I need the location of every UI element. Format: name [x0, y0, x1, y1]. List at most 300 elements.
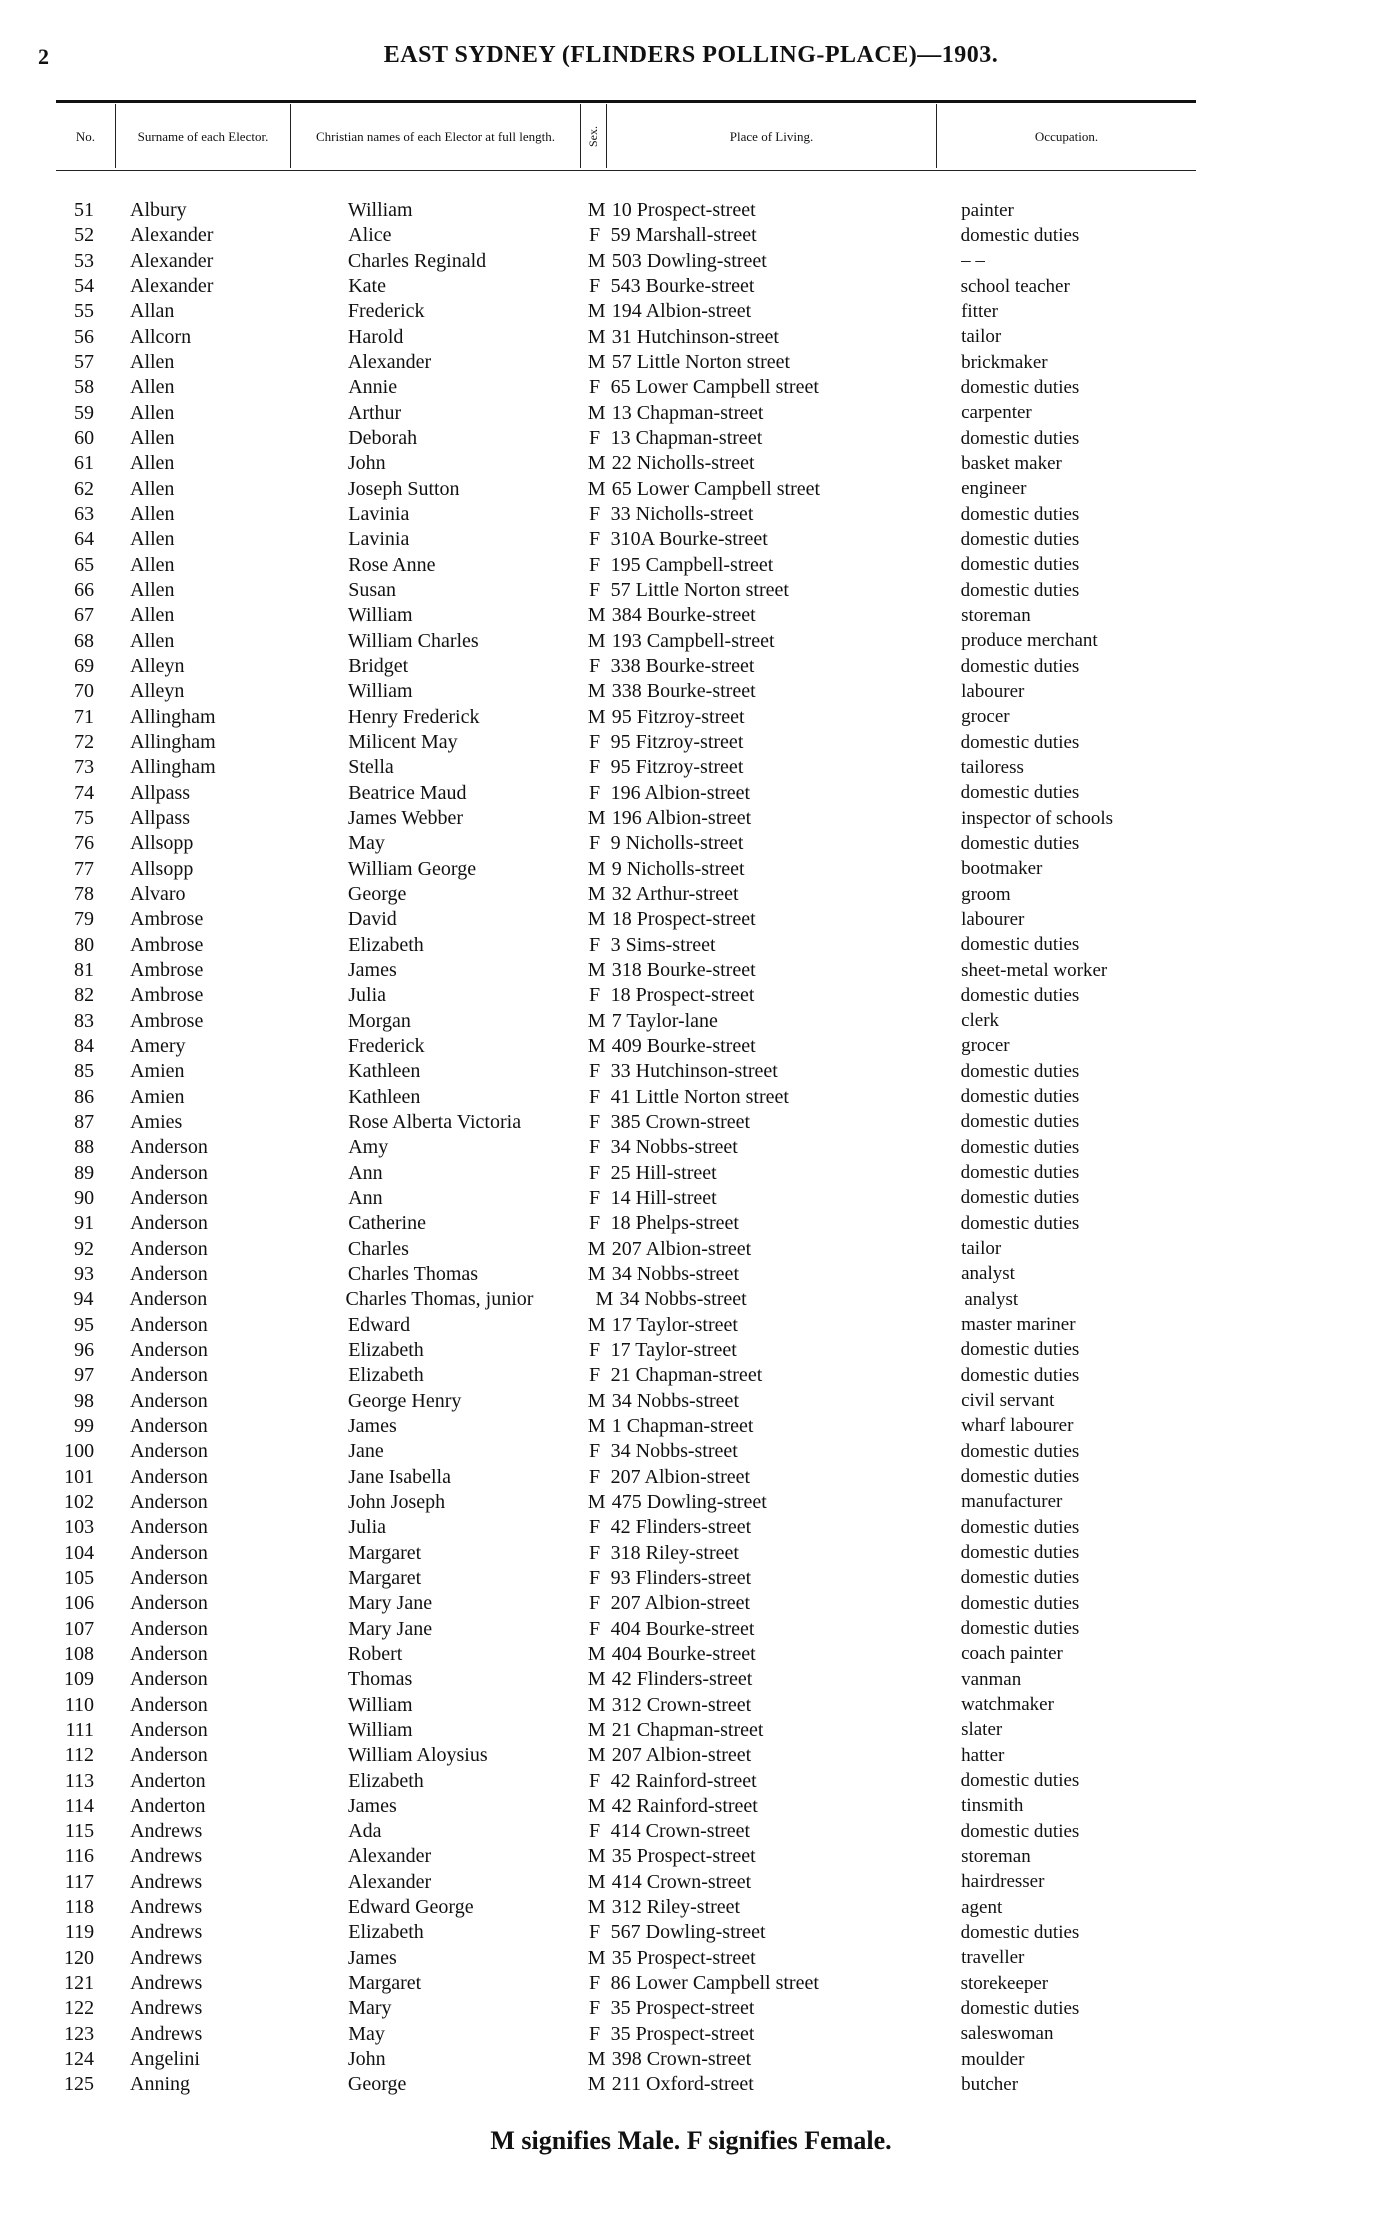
elector-sex: F: [589, 756, 601, 779]
elector-surname: Andrews: [130, 1870, 203, 1893]
elector-christian-names: James: [347, 1794, 397, 1817]
table-row: [56, 223, 1196, 248]
elector-place-of-living: 398 Crown-street: [611, 2048, 752, 2071]
elector-number: 99: [74, 1414, 94, 1437]
elector-sex: F: [589, 1617, 601, 1640]
table-row: [56, 1743, 1196, 1768]
elector-occupation: master mariner: [961, 1314, 1076, 1336]
elector-christian-names: Julia: [348, 1516, 387, 1539]
elector-occupation: domestic duties: [960, 1364, 1080, 1386]
elector-christian-names: Arthur: [347, 401, 402, 424]
elector-sex: M: [587, 325, 606, 348]
elector-occupation: watchmaker: [961, 1694, 1054, 1716]
table-row: [56, 1692, 1196, 1717]
elector-occupation: domestic duties: [960, 731, 1080, 753]
elector-number: 124: [64, 2048, 94, 2071]
table-row: [56, 1667, 1196, 1692]
elector-christian-names: James: [347, 1946, 397, 1969]
elector-sex: F: [589, 1769, 601, 1792]
elector-place-of-living: 21 Chapman-street: [610, 1364, 763, 1387]
elector-place-of-living: 7 Taylor-lane: [611, 1009, 718, 1032]
elector-christian-names: May: [348, 832, 385, 855]
elector-surname: Allan: [130, 300, 175, 323]
elector-occupation: domestic duties: [960, 832, 1080, 854]
elector-christian-names: James: [347, 959, 397, 981]
column-header-surname: Surname of each Elector.: [116, 104, 291, 168]
elector-occupation: tailor: [961, 326, 1002, 348]
elector-surname: Anderson: [130, 1566, 208, 1589]
elector-surname: Allen: [130, 477, 175, 500]
table-row: [56, 1566, 1196, 1591]
elector-occupation: school teacher: [960, 275, 1070, 297]
elector-number: 94: [73, 1288, 94, 1311]
table-row: [56, 2022, 1196, 2047]
elector-surname: Anderson: [129, 1288, 208, 1311]
elector-occupation: traveller: [961, 1947, 1025, 1969]
elector-christian-names: Alice: [348, 224, 392, 247]
elector-occupation: storeman: [961, 604, 1031, 626]
elector-surname: Allsopp: [130, 857, 194, 880]
table-row: [56, 299, 1196, 324]
elector-sex: F: [589, 376, 601, 399]
elector-sex: F: [589, 427, 601, 450]
elector-number: 123: [64, 2022, 95, 2045]
elector-place-of-living: 1 Chapman-street: [611, 1414, 754, 1437]
elector-number: 77: [74, 857, 94, 880]
table-row: [56, 578, 1196, 603]
elector-christian-names: May: [348, 2022, 385, 2045]
elector-surname: Allcorn: [130, 325, 192, 348]
elector-surname: Alleyn: [130, 680, 185, 703]
elector-surname: Andrews: [130, 1896, 203, 1919]
elector-occupation: sheet-metal worker: [961, 959, 1108, 981]
elector-occupation: domestic duties: [960, 1820, 1080, 1842]
elector-occupation: wharf labourer: [961, 1415, 1074, 1437]
elector-sex: F: [589, 1085, 601, 1108]
elector-number: 55: [74, 300, 94, 323]
elector-sex: M: [587, 452, 606, 475]
elector-place-of-living: 338 Bourke-street: [611, 680, 756, 703]
elector-occupation: analyst: [964, 1288, 1019, 1310]
elector-occupation: painter: [961, 199, 1014, 221]
elector-occupation: domestic duties: [960, 1542, 1080, 1564]
elector-occupation: domestic duties: [960, 1162, 1080, 1184]
elector-sex: F: [589, 655, 601, 678]
table-row: [56, 1464, 1196, 1489]
elector-christian-names: Elizabeth: [348, 1921, 424, 1944]
elector-christian-names: George: [347, 883, 407, 906]
table-row: [56, 654, 1196, 679]
elector-number: 81: [74, 959, 94, 981]
elector-occupation: domestic duties: [960, 1592, 1080, 1614]
table-row: [56, 553, 1196, 578]
elector-christian-names: Ada: [348, 1820, 382, 1843]
elector-christian-names: Jane Isabella: [348, 1465, 451, 1488]
elector-occupation: labourer: [961, 908, 1025, 930]
elector-surname: Allen: [130, 427, 175, 450]
elector-occupation: domestic duties: [960, 1466, 1080, 1488]
elector-surname: Anderson: [130, 1718, 208, 1741]
table-row: [56, 806, 1196, 831]
elector-christian-names: Julia: [348, 984, 387, 1007]
elector-surname: Anderson: [130, 1642, 208, 1665]
elector-surname: Allen: [130, 528, 175, 551]
elector-occupation: storeman: [961, 1845, 1031, 1867]
elector-christian-names: Amy: [348, 1136, 389, 1159]
elector-surname: Allingham: [130, 705, 216, 728]
elector-occupation: domestic duties: [960, 427, 1080, 449]
elector-christian-names: Rose Alberta Victoria: [348, 1110, 522, 1133]
elector-occupation: domestic duties: [960, 1567, 1080, 1589]
elector-number: 107: [64, 1617, 95, 1640]
table-row: [56, 527, 1196, 552]
elector-christian-names: Lavinia: [348, 528, 410, 551]
table-row: [56, 1059, 1196, 1084]
elector-sex: F: [589, 1592, 601, 1615]
elector-occupation: manufacturer: [961, 1491, 1063, 1513]
elector-christian-names: William: [347, 1693, 413, 1716]
elector-sex: M: [587, 1414, 606, 1437]
elector-occupation: bootmaker: [961, 858, 1043, 880]
elector-number: 70: [74, 680, 94, 703]
elector-occupation: domestic duties: [960, 528, 1080, 550]
table-row: [56, 1591, 1196, 1616]
table-row: [56, 1819, 1196, 1844]
elector-surname: Alexander: [130, 275, 214, 298]
elector-christian-names: Joseph Sutton: [347, 477, 460, 500]
elector-christian-names: George Henry: [347, 1389, 462, 1412]
elector-occupation: – –: [961, 250, 985, 272]
elector-sex: F: [589, 933, 601, 956]
elector-sex: F: [589, 1820, 601, 1843]
elector-sex: F: [589, 1921, 601, 1944]
elector-occupation: domestic duties: [960, 1111, 1080, 1133]
footer-note: M signifies Male. F signifies Female.: [490, 2126, 892, 2155]
elector-occupation: domestic duties: [960, 1212, 1080, 1234]
elector-sex: M: [587, 2048, 606, 2071]
elector-christian-names: Frederick: [347, 300, 425, 323]
elector-number: 113: [64, 1769, 95, 1792]
elector-sex: F: [589, 1566, 601, 1589]
table-row: [56, 1262, 1196, 1287]
table-row: [56, 1135, 1196, 1160]
elector-surname: Allpass: [130, 781, 191, 804]
elector-occupation: domestic duties: [960, 224, 1080, 246]
elector-occupation: domestic duties: [960, 376, 1080, 398]
elector-number: 97: [74, 1364, 95, 1387]
elector-occupation: domestic duties: [960, 1060, 1080, 1082]
elector-number: 117: [64, 1870, 94, 1893]
elector-place-of-living: 475 Dowling-street: [611, 1490, 767, 1513]
elector-sex: F: [589, 1212, 601, 1235]
table-row: [56, 603, 1196, 628]
elector-place-of-living: 207 Albion-street: [611, 1237, 752, 1260]
elector-christian-names: Ann: [348, 1186, 383, 1209]
elector-place-of-living: 95 Fitzroy-street: [610, 756, 744, 779]
elector-surname: Anderson: [130, 1338, 208, 1361]
elector-christian-names: Annie: [348, 376, 398, 399]
elector-number: 90: [74, 1186, 95, 1209]
elector-sex: M: [587, 351, 606, 374]
elector-christian-names: James: [347, 1414, 397, 1437]
elector-christian-names: Milicent May: [348, 731, 458, 754]
table-row: [56, 198, 1196, 223]
elector-surname: Anderson: [130, 1389, 208, 1412]
elector-occupation: domestic duties: [960, 1921, 1080, 1943]
elector-surname: Allen: [130, 553, 175, 576]
elector-christian-names: William: [347, 680, 413, 703]
elector-occupation: domestic duties: [960, 554, 1080, 576]
elector-surname: Anderson: [130, 1744, 208, 1767]
elector-surname: Andrews: [130, 1845, 203, 1868]
elector-surname: Amies: [130, 1110, 183, 1133]
elector-sex: M: [587, 959, 606, 981]
elector-surname: Allen: [130, 579, 175, 602]
table-row: [56, 983, 1196, 1008]
elector-surname: Ambrose: [130, 959, 204, 981]
elector-christian-names: Charles Reginald: [347, 249, 487, 272]
elector-occupation: carpenter: [961, 402, 1032, 424]
elector-number: 119: [64, 1921, 95, 1944]
table-row: [56, 679, 1196, 704]
table-row: [56, 857, 1196, 882]
table-row: [56, 1616, 1196, 1641]
elector-sex: F: [589, 2022, 601, 2045]
elector-christian-names: William Charles: [347, 629, 479, 652]
elector-surname: Anderson: [130, 1237, 208, 1260]
elector-number: 120: [64, 1946, 94, 1969]
elector-number: 51: [74, 199, 94, 222]
elector-number: 56: [74, 325, 94, 348]
elector-christian-names: Charles Thomas, junior: [345, 1288, 534, 1311]
elector-sex: F: [589, 528, 601, 551]
elector-surname: Anderson: [130, 1186, 208, 1209]
elector-surname: Anderson: [130, 1161, 208, 1184]
elector-place-of-living: 35 Prospect-street: [610, 1997, 755, 2020]
elector-surname: Angelini: [130, 2048, 200, 2071]
elector-occupation: clerk: [961, 1010, 1000, 1032]
elector-number: 89: [74, 1161, 95, 1184]
elector-surname: Allen: [130, 376, 175, 399]
elector-christian-names: Lavinia: [348, 503, 410, 526]
elector-place-of-living: 42 Rainford-street: [610, 1769, 757, 1792]
elector-sex: M: [587, 477, 606, 500]
elector-christian-names: Robert: [347, 1642, 403, 1665]
elector-christian-names: Mary Jane: [348, 1617, 433, 1640]
table-row: [56, 1160, 1196, 1185]
page-number: 2: [38, 44, 49, 69]
elector-place-of-living: 543 Bourke-street: [610, 275, 755, 298]
elector-christian-names: John: [347, 452, 386, 475]
elector-occupation: domestic duties: [960, 1339, 1080, 1361]
elector-occupation: tinsmith: [961, 1795, 1024, 1817]
table-row: [56, 1414, 1196, 1439]
elector-place-of-living: 338 Bourke-street: [610, 655, 755, 678]
elector-christian-names: William George: [347, 857, 477, 880]
elector-place-of-living: 34 Nobbs-street: [610, 1136, 738, 1159]
elector-surname: Amien: [130, 1060, 185, 1083]
elector-number: 108: [64, 1642, 94, 1665]
elector-place-of-living: 33 Hutchinson-street: [610, 1060, 778, 1083]
elector-christian-names: Margaret: [348, 1566, 422, 1589]
elector-surname: Allingham: [130, 731, 216, 754]
elector-sex: M: [587, 604, 606, 627]
elector-occupation: hairdresser: [961, 1871, 1045, 1893]
elector-number: 122: [64, 1997, 95, 2020]
elector-surname: Alleyn: [130, 655, 185, 678]
table-row: [56, 1718, 1196, 1743]
elector-sex: F: [589, 1338, 601, 1361]
elector-place-of-living: 196 Albion-street: [611, 807, 752, 830]
elector-sex: F: [589, 731, 601, 754]
table-row: [56, 375, 1196, 400]
elector-surname: Anning: [130, 2073, 190, 2096]
elector-christian-names: Harold: [347, 325, 404, 348]
table-row: [56, 933, 1196, 958]
elector-occupation: labourer: [961, 680, 1025, 702]
page-title: EAST SYDNEY (FLINDERS POLLING-PLACE)—1903.: [383, 42, 999, 68]
elector-surname: Andrews: [130, 1921, 203, 1944]
elector-sex: F: [589, 579, 601, 602]
elector-christian-names: Mary Jane: [348, 1592, 433, 1615]
elector-sex: M: [587, 1237, 606, 1260]
elector-occupation: grocer: [961, 706, 1010, 728]
elector-occupation: domestic duties: [960, 1618, 1080, 1640]
table-row: [56, 755, 1196, 780]
elector-sex: F: [589, 832, 601, 855]
elector-christian-names: Edward: [347, 1313, 411, 1336]
elector-sex: M: [587, 807, 606, 830]
elector-christian-names: John Joseph: [347, 1490, 446, 1513]
table-row: [56, 1971, 1196, 1996]
elector-surname: Andrews: [130, 1972, 203, 1995]
elector-number: 83: [74, 1009, 94, 1032]
elector-place-of-living: 9 Nicholls-street: [610, 832, 744, 855]
table-row: [56, 1211, 1196, 1236]
table-row: [56, 1236, 1196, 1261]
elector-sex: M: [587, 883, 606, 906]
elector-number: 103: [64, 1516, 95, 1539]
elector-surname: Allen: [130, 629, 175, 652]
table-header: [56, 104, 1196, 168]
elector-number: 114: [64, 1794, 94, 1817]
elector-occupation: coach painter: [961, 1643, 1063, 1665]
elector-place-of-living: 17 Taylor-street: [611, 1313, 738, 1336]
elector-christian-names: Alexander: [347, 1845, 432, 1868]
elector-place-of-living: 310A Bourke-street: [610, 528, 768, 551]
elector-surname: Amery: [130, 1034, 186, 1057]
table-row: [56, 1768, 1196, 1793]
table-row: [56, 1996, 1196, 2021]
table-row: [56, 2072, 1196, 2097]
elector-number: 57: [74, 351, 94, 374]
elector-number: 87: [74, 1110, 95, 1133]
elector-number: 92: [74, 1237, 94, 1260]
elector-occupation: domestic duties: [960, 1187, 1080, 1209]
table-row: [56, 1009, 1196, 1034]
elector-sex: M: [595, 1288, 614, 1311]
elector-sex: M: [587, 401, 606, 424]
table-row: [56, 1920, 1196, 1945]
elector-surname: Amien: [130, 1085, 185, 1108]
elector-number: 59: [74, 401, 94, 424]
elector-christian-names: Edward George: [347, 1896, 474, 1919]
elector-surname: Andrews: [130, 2022, 203, 2045]
elector-place-of-living: 31 Hutchinson-street: [611, 325, 779, 348]
table-row: [56, 1084, 1196, 1109]
elector-number: 118: [64, 1896, 94, 1919]
elector-sex: F: [589, 984, 601, 1007]
elector-number: 53: [74, 249, 94, 272]
table-row: [56, 1540, 1196, 1565]
elector-surname: Ambrose: [130, 933, 204, 956]
elector-place-of-living: 34 Nobbs-street: [611, 1262, 739, 1285]
elector-sex: M: [587, 1668, 606, 1691]
elector-christian-names: Charles Thomas: [347, 1262, 479, 1285]
elector-place-of-living: 33 Nicholls-street: [610, 503, 754, 526]
table-row: [56, 730, 1196, 755]
elector-surname: Anderson: [130, 1617, 208, 1640]
elector-sex: F: [589, 781, 601, 804]
elector-place-of-living: 42 Flinders-street: [611, 1668, 753, 1691]
elector-surname: Andrews: [130, 1946, 203, 1969]
elector-number: 109: [64, 1668, 94, 1691]
elector-number: 102: [64, 1490, 94, 1513]
elector-christian-names: John: [347, 2048, 386, 2071]
elector-sex: M: [587, 1490, 606, 1513]
elector-sex: M: [587, 199, 606, 222]
elector-occupation: domestic duties: [960, 1440, 1080, 1462]
elector-christian-names: William: [347, 199, 413, 222]
elector-occupation: produce merchant: [961, 630, 1098, 652]
elector-place-of-living: 95 Fitzroy-street: [611, 705, 745, 728]
table-row: [56, 907, 1196, 932]
elector-number: 66: [74, 579, 95, 602]
elector-place-of-living: 65 Lower Campbell street: [611, 477, 821, 500]
elector-occupation: domestic duties: [960, 782, 1080, 804]
elector-place-of-living: 35 Prospect-street: [611, 1946, 756, 1969]
elector-surname: Anderson: [130, 1313, 208, 1336]
elector-place-of-living: 503 Dowling-street: [611, 249, 767, 272]
table-row: [56, 426, 1196, 451]
elector-place-of-living: 207 Albion-street: [611, 1744, 752, 1767]
elector-number: 93: [74, 1262, 94, 1285]
elector-sex: F: [589, 1060, 601, 1083]
elector-occupation: basket maker: [961, 452, 1062, 474]
header-top-rule: [56, 100, 1196, 103]
elector-surname: Allen: [130, 401, 175, 424]
elector-surname: Anderson: [130, 1693, 208, 1716]
elector-place-of-living: 17 Taylor-street: [610, 1338, 737, 1361]
elector-number: 115: [64, 1820, 95, 1843]
elector-place-of-living: 86 Lower Campbell street: [610, 1972, 819, 1995]
elector-sex: F: [589, 1997, 601, 2020]
elector-place-of-living: 211 Oxford-street: [611, 2073, 754, 2096]
table-row: [56, 1186, 1196, 1211]
elector-surname: Allen: [130, 452, 175, 475]
elector-occupation: domestic duties: [960, 579, 1080, 601]
elector-christian-names: Kate: [348, 275, 386, 298]
elector-occupation: civil servant: [961, 1390, 1055, 1412]
elector-occupation: hatter: [961, 1744, 1005, 1766]
elector-place-of-living: 42 Flinders-street: [610, 1516, 752, 1539]
table-row: [56, 502, 1196, 527]
elector-christian-names: Ann: [348, 1161, 383, 1184]
elector-occupation: grocer: [961, 1035, 1010, 1057]
table-row: [56, 1642, 1196, 1667]
elector-occupation: moulder: [961, 2048, 1025, 2070]
elector-occupation: domestic duties: [960, 1086, 1080, 1108]
